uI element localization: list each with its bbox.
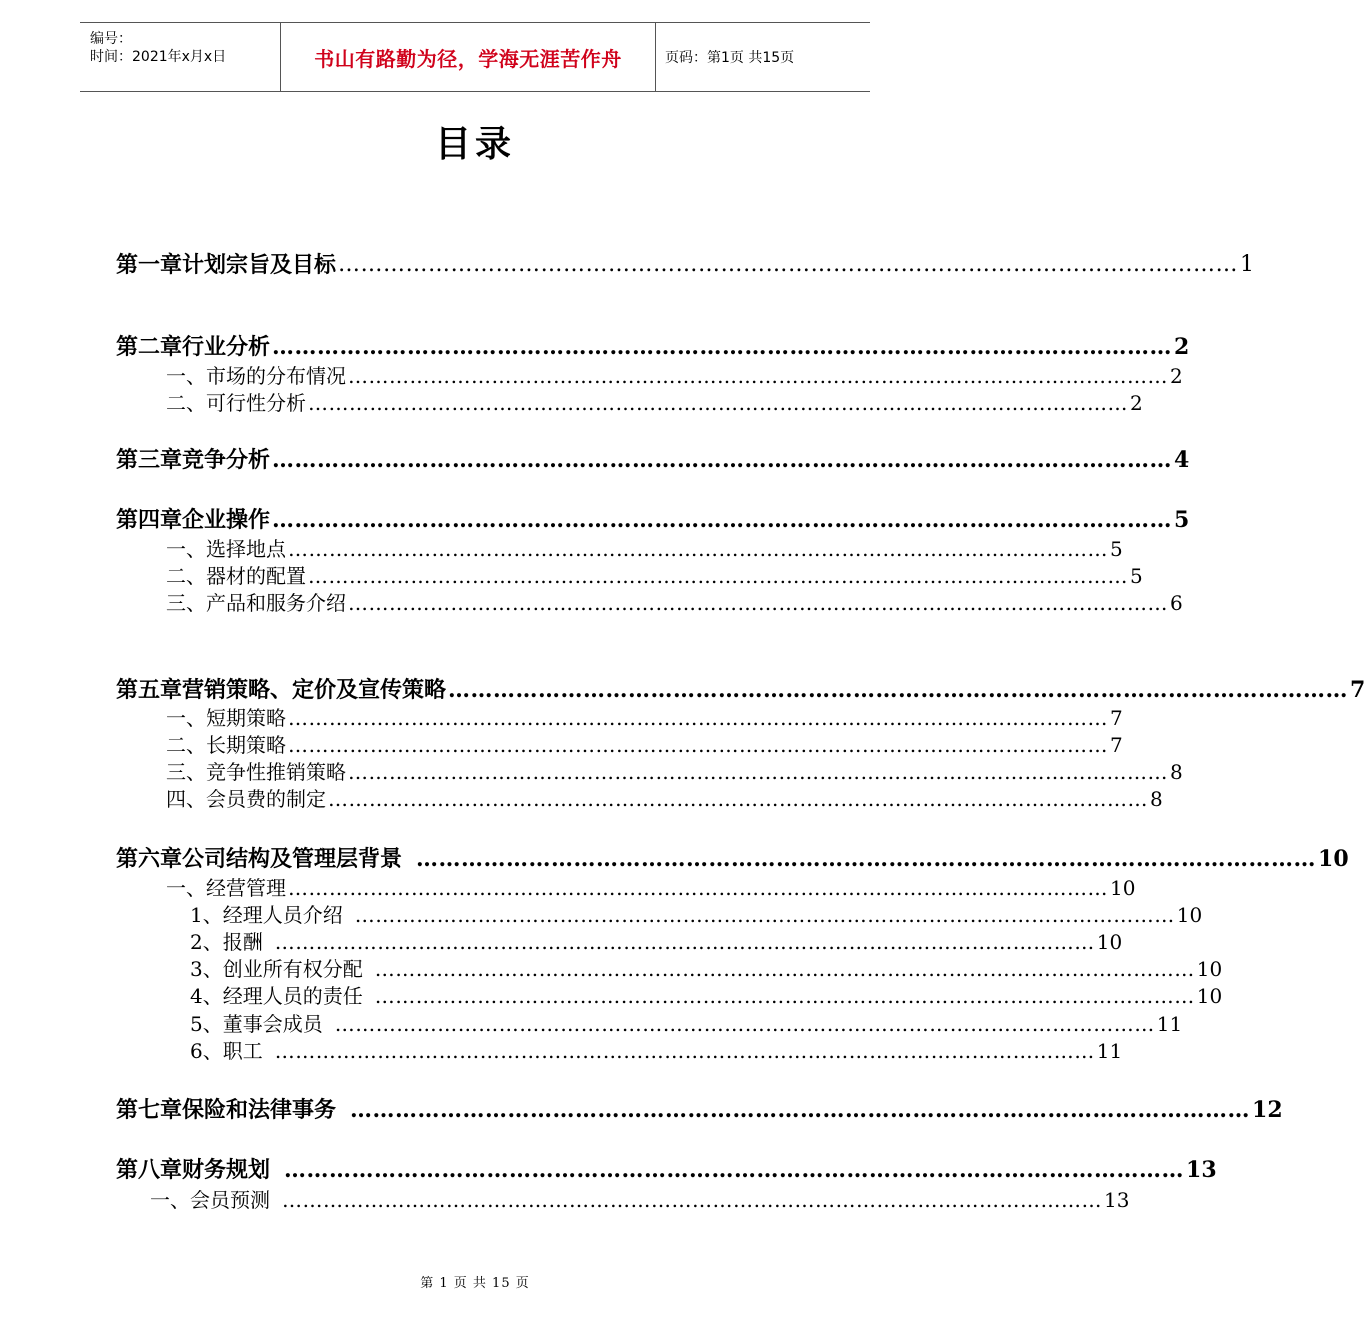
dot-leader: ………………………………………………………………………………………………………… <box>282 1188 1102 1212</box>
dot-leader: ………………………………………………………………………………………………………… <box>328 787 1148 811</box>
item-page: 10 <box>1110 876 1136 900</box>
toc-chapter-8[interactable] <box>116 1155 1217 1185</box>
dot-leader: ………………………………………………………………………………………………………… <box>288 876 1108 900</box>
toc-chapter-3[interactable] <box>116 445 1190 475</box>
chapter-page: 2 <box>1174 334 1190 360</box>
item-page: 2 <box>1170 364 1183 388</box>
item-title: 一、选择地点 <box>166 537 286 561</box>
dot-leader: ………………………………………………………………………………………………………… <box>374 957 1195 981</box>
toc-chapter-4[interactable] <box>116 505 1190 535</box>
item-title: 三、产品和服务介绍 <box>166 591 346 615</box>
chapter-label: 第三章 <box>116 447 183 473</box>
chapter-label: 第七章 <box>116 1097 183 1123</box>
toc-item[interactable] <box>166 786 1163 812</box>
dot-leader: ………………………………………………………………………………………………………… <box>338 252 1239 277</box>
page-header <box>80 22 870 92</box>
header-meta <box>80 23 280 91</box>
item-title: 2、报酬 <box>190 930 263 954</box>
chapter-page: 12 <box>1252 1097 1283 1123</box>
toc-item[interactable] <box>190 1011 1183 1037</box>
toc-item[interactable] <box>190 902 1203 928</box>
toc-item[interactable] <box>190 1038 1123 1064</box>
dot-leader: ………………………………………………………………………………………………………… <box>308 564 1128 588</box>
item-page: 10 <box>1196 957 1223 981</box>
chapter-title: 公司结构及管理层背景 <box>182 846 403 872</box>
toc-item[interactable] <box>166 759 1183 785</box>
chapter-title: 保险和法律事务 <box>182 1097 337 1123</box>
chapter-page: 1 <box>1240 252 1255 277</box>
dot-leader: ………………………………………………………………………………………………………… <box>350 1097 1251 1123</box>
dot-leader: ………………………………………………………………………………………………………… <box>274 1039 1095 1063</box>
dot-leader: ………………………………………………………………………………………………………… <box>448 677 1349 703</box>
toc-item[interactable] <box>166 705 1123 731</box>
item-title: 1、经理人员介绍 <box>190 903 343 927</box>
toc-item[interactable] <box>190 983 1223 1009</box>
chapter-page: 10 <box>1318 846 1349 872</box>
item-title: 6、职工 <box>190 1039 263 1063</box>
toc-item[interactable] <box>166 563 1143 589</box>
chapter-title: 企业操作 <box>182 507 271 533</box>
item-page: 11 <box>1156 1012 1183 1036</box>
dot-leader: ………………………………………………………………………………………………………… <box>348 591 1168 615</box>
item-page: 10 <box>1196 984 1223 1008</box>
time-label: 时间：2021年x月x日 <box>90 49 227 65</box>
item-page: 5 <box>1110 537 1123 561</box>
item-page: 13 <box>1104 1188 1130 1212</box>
chapter-label: 第八章 <box>116 1157 183 1183</box>
item-title: 一、市场的分布情况 <box>166 364 346 388</box>
item-page: 10 <box>1096 930 1123 954</box>
chapter-label: 第六章 <box>116 846 183 872</box>
toc-chapter-7[interactable] <box>116 1095 1283 1125</box>
item-title: 一、短期策略 <box>166 706 286 730</box>
item-title: 4、经理人员的责任 <box>190 984 363 1008</box>
dot-leader: ………………………………………………………………………………………………………… <box>288 733 1108 757</box>
header-page-info: 页码：第1页 共15页 <box>665 50 795 66</box>
item-page: 10 <box>1176 903 1203 927</box>
item-page: 8 <box>1170 760 1183 784</box>
dot-leader: ………………………………………………………………………………………………………… <box>348 760 1168 784</box>
chapter-page: 7 <box>1350 677 1365 703</box>
chapter-title: 财务规划 <box>182 1157 271 1183</box>
item-page: 7 <box>1110 733 1123 757</box>
chapter-page: 5 <box>1174 507 1190 533</box>
toc-item[interactable] <box>166 732 1123 758</box>
toc-item[interactable] <box>166 875 1136 901</box>
item-title: 3、创业所有权分配 <box>190 957 363 981</box>
toc-chapter-2[interactable] <box>116 332 1190 362</box>
chapter-title: 行业分析 <box>182 334 271 360</box>
chapter-title: 计划宗旨及目标 <box>182 252 337 278</box>
dot-leader: ………………………………………………………………………………………………………… <box>348 364 1168 388</box>
dot-leader: ………………………………………………………………………………………………………… <box>354 903 1175 927</box>
dot-leader: ………………………………………………………………………………………………………… <box>288 537 1108 561</box>
item-page: 2 <box>1130 391 1143 415</box>
toc-item[interactable] <box>166 390 1143 416</box>
toc-item[interactable] <box>190 956 1223 982</box>
item-page: 5 <box>1130 564 1143 588</box>
item-title: 二、长期策略 <box>166 733 286 757</box>
item-title: 一、经营管理 <box>166 876 286 900</box>
chapter-title: 竞争分析 <box>182 447 271 473</box>
chapter-label: 第五章 <box>116 677 183 703</box>
chapter-label: 第四章 <box>116 507 183 533</box>
item-title: 四、会员费的制定 <box>166 787 326 811</box>
chapter-label: 第一章 <box>116 252 183 278</box>
toc-item[interactable] <box>190 929 1123 955</box>
item-title: 二、器材的配置 <box>166 564 306 588</box>
item-title: 一、会员预测 <box>150 1188 270 1212</box>
page-title: 目录 <box>434 123 515 165</box>
dot-leader: ………………………………………………………………………………………………………… <box>416 846 1317 872</box>
header-motto-cell <box>280 23 656 91</box>
dot-leader: ………………………………………………………………………………………………………… <box>284 1157 1185 1183</box>
toc-item[interactable] <box>166 536 1123 562</box>
item-page: 11 <box>1096 1039 1123 1063</box>
dot-leader: ………………………………………………………………………………………………………… <box>272 507 1173 533</box>
toc-item[interactable] <box>166 590 1183 616</box>
dot-leader: ………………………………………………………………………………………………………… <box>374 984 1195 1008</box>
dot-leader: ………………………………………………………………………………………………………… <box>274 930 1095 954</box>
item-page: 6 <box>1170 591 1183 615</box>
toc-chapter-1[interactable] <box>116 250 1255 280</box>
dot-leader: ………………………………………………………………………………………………………… <box>272 447 1173 473</box>
chapter-label: 第二章 <box>116 334 183 360</box>
chapter-title: 营销策略、定价及宣传策略 <box>182 677 447 703</box>
toc-item[interactable] <box>166 363 1183 389</box>
item-page: 8 <box>1150 787 1163 811</box>
header-motto: 书山有路勤为径，学海无涯苦作舟 <box>314 46 622 71</box>
header-page-cell <box>655 23 870 91</box>
toc-item[interactable] <box>150 1187 1130 1213</box>
item-title: 5、董事会成员 <box>190 1012 323 1036</box>
page-footer: 第 1 页 共 15 页 <box>420 1276 530 1291</box>
dot-leader: ………………………………………………………………………………………………………… <box>308 391 1128 415</box>
item-title: 二、可行性分析 <box>166 391 306 415</box>
item-page: 7 <box>1110 706 1123 730</box>
toc-chapter-6[interactable] <box>116 844 1349 874</box>
dot-leader: ………………………………………………………………………………………………………… <box>272 334 1173 360</box>
item-title: 三、竞争性推销策略 <box>166 760 346 784</box>
chapter-page: 13 <box>1186 1157 1217 1183</box>
dot-leader: ………………………………………………………………………………………………………… <box>334 1012 1155 1036</box>
chapter-page: 4 <box>1174 447 1190 473</box>
serial-label: 编号： <box>90 31 132 47</box>
toc-chapter-5[interactable] <box>116 675 1365 705</box>
dot-leader: ………………………………………………………………………………………………………… <box>288 706 1108 730</box>
